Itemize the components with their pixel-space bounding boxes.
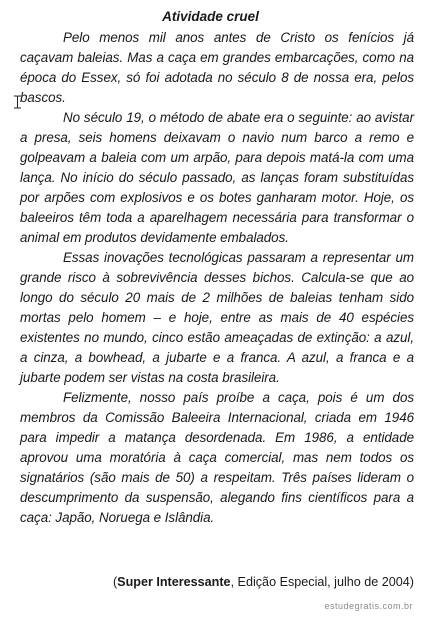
- source-citation: [113, 574, 414, 590]
- document-title: Atividade cruel: [162, 9, 259, 24]
- document-body: [20, 28, 414, 528]
- text-cursor-icon: [13, 95, 22, 109]
- site-watermark: estudegratis.com.br: [324, 601, 413, 611]
- source-publication: Super Interessante: [117, 575, 231, 589]
- paragraph-1: Pelo menos mil anos antes de Cristo os fenícios já caçavam baleias. Mas a caça em grandes embarcações, como na época do Essex, só foi adotada no século 8 de nossa era, pelos bascos.: [20, 30, 414, 105]
- source-open-paren: (: [112, 575, 118, 589]
- paragraph-4: Felizmente, nosso país proíbe a caça, pois é um dos membros da Comissão Baleeira Internacional, criada em 1946 para impedir a matança desordenada. Em 1986, a entidade aprovou uma moratória à caça comercial, mas nem todos os signatários (são mais de 50) a respeitam. Três países lideram o descumprimento da suspensão, alegando fins científicos para a caça: Japão, Noruega e Islândia.: [20, 390, 414, 525]
- paragraph-3: Essas inovações tecnológicas passaram a representar um grande risco à sobrevivência desses bichos. Calcula-se que ao longo do século 20 mais de 2 milhões de baleias tenham sido mortas pelo homem – e hoje, entre as mais de 40 espécies existentes no mundo, cinco estão ameaçadas de extinção: a azul, a cinza, a bowhead, a jubarte e a franca. A azul, a franca e a jubarte podem ser vistas na costa brasileira.: [20, 250, 414, 385]
- paragraph-2: No século 19, o método de abate era o seguinte: ao avistar a presa, seis homens deixavam o navio num barco a remo e golpeavam a baleia com um arpão, para depois matá-la com uma lança. No início do século passado, as lanças foram substituídas por arpões com explosivos e os botes ganharam motor. Hoje, os baleeiros têm toda a aparelhagem necessária para transformar o animal em produtos devidamente embalados.: [20, 110, 414, 245]
- source-details: , Edição Especial, julho de 2004): [230, 575, 414, 589]
